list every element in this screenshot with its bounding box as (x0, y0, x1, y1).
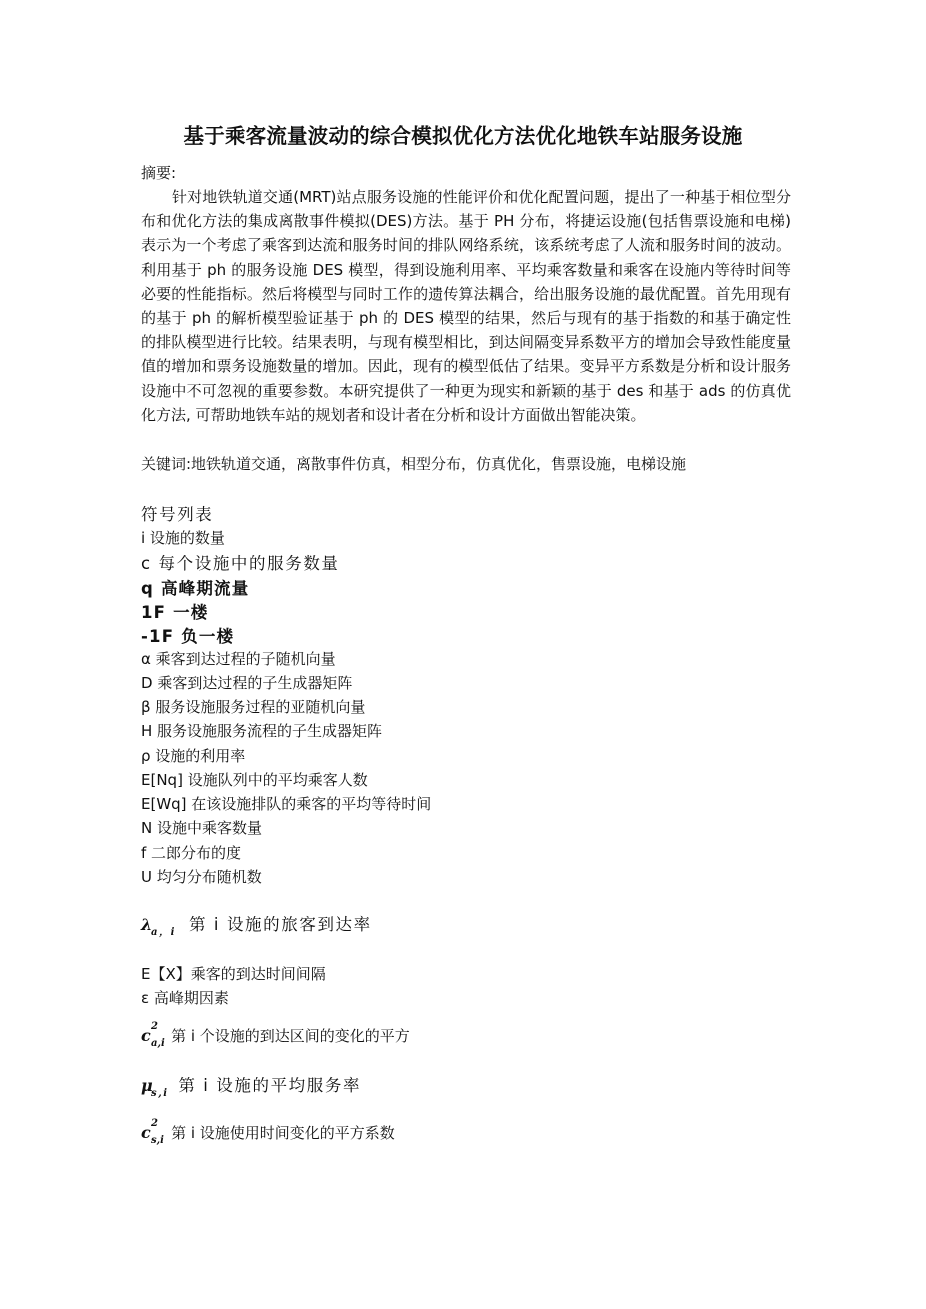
keywords: 关键词:地铁轨道交通，离散事件仿真，相型分布，仿真优化，售票设施，电梯设施 (141, 455, 687, 473)
math-symbol: μ s,i (141, 1076, 169, 1099)
math-symbol: c 2 a,i (141, 1021, 165, 1049)
symbol-item: f 二郎分布的度 (141, 844, 242, 862)
symbol-item: N 设施中乘客数量 (141, 819, 262, 837)
symbol-item: β 服务设施服务过程的亚随机向量 (141, 698, 366, 716)
symbol-item: H 服务设施服务流程的子生成器矩阵 (141, 722, 383, 740)
symbol-item: E【X】乘客的到达时间间隔 (141, 965, 326, 983)
math-symbol-desc: 第 i 设施使用时间变化的平方系数 (171, 1124, 395, 1142)
symbol-item: E[Wq] 在该设施排队的乘客的平均等待时间 (141, 795, 432, 813)
math-symbol-desc: 第 i 个设施的到达区间的变化的平方 (171, 1027, 410, 1045)
math-symbol-desc: 第 i 设施的平均服务率 (178, 1076, 362, 1095)
symbol-item: 1F 一楼 (141, 603, 209, 622)
math-symbol-desc: 第 i 设施的旅客到达率 (188, 915, 372, 934)
symbol-item: E[Nq] 设施队列中的平均乘客人数 (141, 771, 368, 789)
math-symbol: c 2 s,i (141, 1118, 164, 1146)
symbol-item: ρ 设施的利用率 (141, 747, 246, 765)
abstract-text: 针对地铁轨道交通(MRT)站点服务设施的性能评价和优化配置问题，提出了一种基于相位型分布和优化方法的集成离散事件模拟(DES)方法。基于 PH 分布，将捷运设施(包括售票设施和电梯)表示为一个考虑了乘客到达流和服务时间的排队网络系统，该系统考虑了人流和服务时间的波动。利用基于 ph 的服务设施 DES 模型，得到设施利用率、平均乘客数量和乘客在设施内等待时间等必要的性能指标。然后将模型与同时工作的遗传算法耦合，给出服务设施的最优配置。首先用现有的基于 ph 的解析模型验证基于 ph 的 DES 模型的结果，然后与现有的基于指数的和基于确定性的排队模型进行比较。结果表明，与现有模型相比，到达间隔变异系数平方的增加会导致性能度量值的增加和票务设施数量的增加。因此，现有的模型低估了结果。变异平方系数是分析和设计服务设施中不可忽视的重要参数。本研究提供了一种更为现实和新颖的基于 des 和基于 ads 的仿真优化方法, 可帮助地铁车站的规划者和设计者在分析和设计方面做出智能决策。 (141, 188, 791, 424)
symbol-item: c 每个设施中的服务数量 (141, 554, 340, 573)
symbol-item: U 均匀分布随机数 (141, 868, 262, 886)
math-symbol-item (141, 1021, 410, 1049)
symbols-heading: 符号列表 (141, 505, 214, 524)
symbol-item: D 乘客到达过程的子生成器矩阵 (141, 674, 353, 692)
math-symbol-item (141, 1072, 362, 1099)
symbol-item: α 乘客到达过程的子随机向量 (141, 650, 336, 668)
symbol-item: i 设施的数量 (141, 529, 225, 547)
abstract-label: 摘要: (141, 164, 177, 182)
symbol-item: q 高峰期流量 (141, 579, 250, 598)
symbol-item: -1F 负一楼 (141, 627, 235, 646)
math-symbol-item (141, 911, 372, 938)
paper-title: 基于乘客流量波动的综合模拟优化方法优化地铁车站服务设施 (183, 124, 743, 148)
math-symbol: λ a，i (141, 915, 177, 938)
math-symbol-item (141, 1118, 395, 1146)
symbol-item: ε 高峰期因素 (141, 989, 229, 1007)
